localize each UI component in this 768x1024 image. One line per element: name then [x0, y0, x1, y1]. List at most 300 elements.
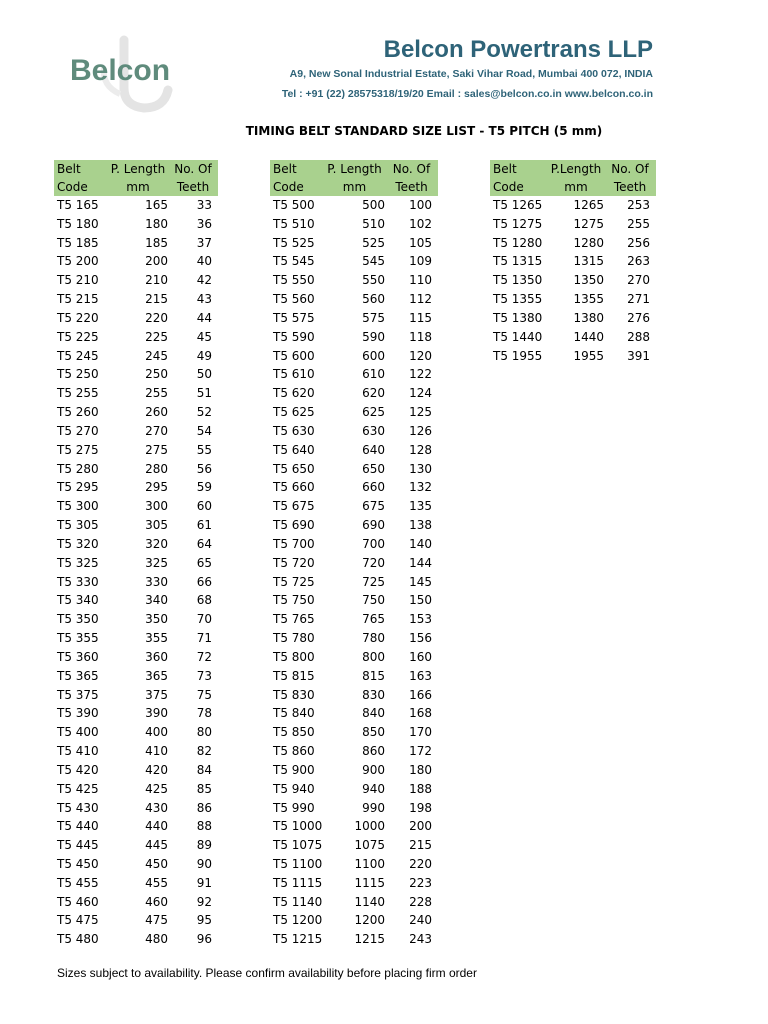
teeth-count: 220	[409, 856, 432, 871]
pitch-length: 600	[362, 348, 385, 363]
belt-code: T5 1100	[273, 856, 323, 871]
table-row	[490, 252, 656, 271]
pitch-length: 750	[362, 593, 385, 608]
table-row	[54, 930, 218, 949]
teeth-count: 128	[409, 442, 432, 457]
table-row	[54, 799, 218, 818]
teeth-count: 85	[196, 781, 212, 796]
teeth-count: 215	[409, 838, 432, 853]
pitch-length: 455	[145, 875, 168, 890]
belt-code: T5 245	[57, 348, 99, 363]
column-header: No. Of	[392, 162, 431, 176]
table-row	[54, 836, 218, 855]
pitch-length: 270	[145, 423, 168, 438]
belt-code: T5 390	[57, 706, 99, 721]
column-header: Teeth	[395, 180, 428, 194]
belt-code: T5 180	[57, 216, 99, 231]
belt-code: T5 250	[57, 367, 99, 382]
table-row	[270, 234, 438, 253]
teeth-count: 255	[627, 216, 650, 231]
column-header: Belt	[57, 162, 81, 176]
belt-code: T5 545	[273, 254, 315, 269]
pitch-length: 1000	[354, 819, 385, 834]
table-row	[270, 723, 438, 742]
belt-code: T5 450	[57, 856, 99, 871]
table-row	[490, 271, 656, 290]
column-header: mm	[342, 180, 367, 194]
belt-code: T5 200	[57, 254, 99, 269]
pitch-length: 1200	[354, 913, 385, 928]
pitch-length: 1280	[573, 235, 604, 250]
table-row	[54, 761, 218, 780]
belt-code: T5 1000	[273, 819, 323, 834]
belt-code: T5 340	[57, 593, 99, 608]
table-header	[490, 160, 656, 196]
teeth-count: 270	[627, 273, 650, 288]
pitch-length: 675	[362, 499, 385, 514]
belt-code: T5 550	[273, 273, 315, 288]
table-header	[270, 160, 438, 196]
belt-code: T5 765	[273, 612, 315, 627]
column-header: Belt	[493, 162, 517, 176]
pitch-length: 1140	[354, 894, 385, 909]
belt-code: T5 610	[273, 367, 315, 382]
belt-code: T5 280	[57, 461, 99, 476]
belt-code: T5 900	[273, 762, 315, 777]
pitch-length: 640	[362, 442, 385, 457]
table-row	[270, 309, 438, 328]
pitch-length: 525	[362, 235, 385, 250]
belt-code: T5 1275	[493, 216, 543, 231]
belt-code: T5 1955	[493, 348, 543, 363]
table-row	[54, 497, 218, 516]
belt-code: T5 1380	[493, 310, 543, 325]
pitch-length: 355	[145, 631, 168, 646]
table-row	[270, 365, 438, 384]
pitch-length: 475	[145, 913, 168, 928]
column-header: Teeth	[613, 180, 647, 194]
table-row	[270, 252, 438, 271]
belt-code: T5 1215	[273, 932, 323, 947]
belt-code: T5 320	[57, 536, 99, 551]
pitch-length: 1355	[573, 292, 604, 307]
column-header: mm	[126, 180, 150, 194]
belt-code: T5 630	[273, 423, 315, 438]
table-row	[54, 573, 218, 592]
teeth-count: 78	[196, 706, 212, 721]
column-header: P.Length	[550, 162, 602, 176]
teeth-count: 153	[409, 612, 432, 627]
teeth-count: 95	[196, 913, 212, 928]
belt-code: T5 1355	[493, 292, 543, 307]
pitch-length: 275	[145, 442, 168, 457]
table-row	[490, 328, 656, 347]
table-row	[270, 761, 438, 780]
belt-code: T5 990	[273, 800, 315, 815]
belt-code: T5 675	[273, 499, 315, 514]
pitch-length: 840	[362, 706, 385, 721]
teeth-count: 130	[409, 461, 432, 476]
pitch-length: 180	[145, 216, 168, 231]
column-header: No. Of	[611, 162, 649, 176]
table-row	[54, 234, 218, 253]
belcon-logo	[64, 28, 196, 118]
teeth-count: 156	[409, 631, 432, 646]
teeth-count: 125	[409, 405, 432, 420]
teeth-count: 110	[409, 273, 432, 288]
teeth-count: 82	[196, 744, 212, 759]
table-row	[490, 234, 656, 253]
teeth-count: 150	[409, 593, 432, 608]
table-row	[270, 478, 438, 497]
pitch-length: 210	[145, 273, 168, 288]
pitch-length: 1215	[354, 932, 385, 947]
belt-code: T5 510	[273, 216, 315, 231]
pitch-length: 1265	[573, 198, 604, 212]
table-row	[270, 686, 438, 705]
column-header: Code	[57, 180, 88, 194]
belt-code: T5 1350	[493, 273, 543, 288]
table-row	[54, 309, 218, 328]
pitch-length: 245	[145, 348, 168, 363]
teeth-count: 75	[196, 687, 212, 702]
table-row	[54, 196, 218, 215]
teeth-count: 88	[196, 819, 212, 834]
teeth-count: 105	[409, 235, 432, 250]
pitch-length: 545	[362, 254, 385, 269]
company-address: A9, New Sonal Industrial Estate, Saki Vihar Road, Mumbai 400 072, INDIA	[289, 68, 653, 80]
pitch-length: 690	[362, 518, 385, 533]
teeth-count: 54	[196, 423, 212, 438]
pitch-length: 300	[145, 499, 168, 514]
pitch-length: 260	[145, 405, 168, 420]
table-row	[54, 591, 218, 610]
pitch-length: 480	[145, 932, 168, 947]
teeth-count: 45	[196, 329, 212, 344]
belt-code: T5 815	[273, 668, 315, 683]
pitch-length: 620	[362, 386, 385, 401]
table-row	[270, 497, 438, 516]
pitch-length: 375	[145, 687, 168, 702]
table-row	[270, 629, 438, 648]
teeth-count: 166	[409, 687, 432, 702]
belt-code: T5 300	[57, 499, 99, 514]
table-row	[270, 516, 438, 535]
table-row	[54, 554, 218, 573]
teeth-count: 170	[409, 725, 432, 740]
pitch-length: 500	[362, 198, 385, 212]
teeth-count: 80	[196, 725, 212, 740]
teeth-count: 256	[627, 235, 650, 250]
teeth-count: 223	[409, 875, 432, 890]
pitch-length: 815	[362, 668, 385, 683]
table-row	[54, 648, 218, 667]
teeth-count: 180	[409, 762, 432, 777]
pitch-length: 720	[362, 555, 385, 570]
belt-code: T5 690	[273, 518, 315, 533]
belt-code: T5 355	[57, 631, 99, 646]
document-title: TIMING BELT STANDARD SIZE LIST - T5 PITCH (5 mm)	[245, 124, 603, 138]
teeth-count: 135	[409, 499, 432, 514]
teeth-count: 126	[409, 423, 432, 438]
teeth-count: 144	[409, 555, 432, 570]
belt-code: T5 525	[273, 235, 315, 250]
table-row	[54, 290, 218, 309]
pitch-length: 1100	[354, 856, 385, 871]
pitch-length: 1955	[573, 348, 604, 363]
teeth-count: 102	[409, 216, 432, 231]
pitch-length: 280	[145, 461, 168, 476]
table-row	[54, 215, 218, 234]
table-row	[270, 347, 438, 366]
pitch-length: 610	[362, 367, 385, 382]
belt-code: T5 940	[273, 781, 315, 796]
column-header: Code	[493, 180, 524, 194]
belt-code: T5 215	[57, 292, 99, 307]
belt-code: T5 625	[273, 405, 315, 420]
belt-code: T5 830	[273, 687, 315, 702]
pitch-length: 660	[362, 480, 385, 495]
belt-code: T5 590	[273, 329, 315, 344]
pitch-length: 800	[362, 649, 385, 664]
teeth-count: 40	[196, 254, 212, 269]
pitch-length: 350	[145, 612, 168, 627]
teeth-count: 172	[409, 744, 432, 759]
logo-text: Belcon	[70, 54, 171, 87]
belt-code: T5 425	[57, 781, 99, 796]
pitch-length: 700	[362, 536, 385, 551]
teeth-count: 33	[196, 198, 212, 212]
table-row	[54, 742, 218, 761]
belt-code: T5 1265	[493, 198, 543, 212]
teeth-count: 163	[409, 668, 432, 683]
belt-code: T5 1115	[273, 875, 323, 890]
belt-code: T5 445	[57, 838, 99, 853]
teeth-count: 198	[409, 800, 432, 815]
size-table-1	[54, 160, 218, 949]
belt-code: T5 270	[57, 423, 99, 438]
table-row	[270, 648, 438, 667]
pitch-length: 550	[362, 273, 385, 288]
table-row	[270, 403, 438, 422]
pitch-length: 630	[362, 423, 385, 438]
table-row	[270, 384, 438, 403]
belt-code: T5 620	[273, 386, 315, 401]
pitch-length: 560	[362, 292, 385, 307]
company-name: Belcon Powertrans LLP	[383, 36, 653, 63]
teeth-count: 240	[409, 913, 432, 928]
pitch-length: 450	[145, 856, 168, 871]
pitch-length: 305	[145, 518, 168, 533]
belt-code: T5 165	[57, 198, 99, 212]
belt-code: T5 500	[273, 198, 315, 212]
table-row	[54, 855, 218, 874]
table-row	[270, 215, 438, 234]
table-row	[490, 347, 656, 366]
teeth-count: 66	[196, 574, 212, 589]
table-row	[54, 817, 218, 836]
teeth-count: 276	[627, 310, 650, 325]
belt-code: T5 725	[273, 574, 315, 589]
table-row	[54, 686, 218, 705]
pitch-length: 420	[145, 762, 168, 777]
size-table-2	[270, 160, 438, 949]
belt-code: T5 455	[57, 875, 99, 890]
belt-code: T5 600	[273, 348, 315, 363]
table-row	[54, 911, 218, 930]
belt-code: T5 225	[57, 329, 99, 344]
teeth-count: 36	[196, 216, 212, 231]
belt-code: T5 410	[57, 744, 99, 759]
table-row	[270, 573, 438, 592]
teeth-count: 60	[196, 499, 212, 514]
teeth-count: 132	[409, 480, 432, 495]
belt-code: T5 305	[57, 518, 99, 533]
teeth-count: 68	[196, 593, 212, 608]
teeth-count: 100	[409, 198, 432, 212]
table-row	[270, 704, 438, 723]
belt-code: T5 400	[57, 725, 99, 740]
pitch-length: 575	[362, 310, 385, 325]
pitch-length: 325	[145, 555, 168, 570]
belt-code: T5 260	[57, 405, 99, 420]
pitch-length: 1350	[573, 273, 604, 288]
teeth-count: 59	[196, 480, 212, 495]
table-row	[270, 780, 438, 799]
teeth-count: 271	[627, 292, 650, 307]
table-row	[270, 855, 438, 874]
teeth-count: 56	[196, 461, 212, 476]
belt-code: T5 700	[273, 536, 315, 551]
teeth-count: 120	[409, 348, 432, 363]
table-row	[54, 271, 218, 290]
belt-code: T5 560	[273, 292, 315, 307]
teeth-count: 43	[196, 292, 212, 307]
pitch-length: 850	[362, 725, 385, 740]
pitch-length: 255	[145, 386, 168, 401]
teeth-count: 86	[196, 800, 212, 815]
belt-code: T5 720	[273, 555, 315, 570]
pitch-length: 940	[362, 781, 385, 796]
belt-code: T5 860	[273, 744, 315, 759]
teeth-count: 168	[409, 706, 432, 721]
pitch-length: 425	[145, 781, 168, 796]
column-header: Belt	[273, 162, 297, 176]
pitch-length: 185	[145, 235, 168, 250]
table-row	[54, 780, 218, 799]
pitch-length: 365	[145, 668, 168, 683]
pitch-length: 410	[145, 744, 168, 759]
teeth-count: 71	[196, 631, 212, 646]
pitch-length: 650	[362, 461, 385, 476]
teeth-count: 138	[409, 518, 432, 533]
belt-code: T5 1140	[273, 894, 323, 909]
teeth-count: 118	[409, 329, 432, 344]
table-row	[270, 271, 438, 290]
teeth-count: 64	[196, 536, 212, 551]
company-contact: Tel : +91 (22) 28575318/19/20 Email : sales@belcon.co.in www.belcon.co.in	[281, 88, 653, 100]
table-row	[490, 196, 656, 215]
belt-code: T5 430	[57, 800, 99, 815]
belt-code: T5 800	[273, 649, 315, 664]
belt-code: T5 640	[273, 442, 315, 457]
pitch-length: 1275	[573, 216, 604, 231]
teeth-count: 61	[196, 518, 212, 533]
teeth-count: 115	[409, 310, 432, 325]
teeth-count: 109	[409, 254, 432, 269]
teeth-count: 243	[409, 932, 432, 947]
belt-code: T5 1280	[493, 235, 543, 250]
table-row	[54, 422, 218, 441]
table-row	[270, 328, 438, 347]
pitch-length: 250	[145, 367, 168, 382]
pitch-length: 900	[362, 762, 385, 777]
belt-code: T5 375	[57, 687, 99, 702]
belt-code: T5 660	[273, 480, 315, 495]
belt-code: T5 1075	[273, 838, 323, 853]
table-row	[54, 328, 218, 347]
pitch-length: 1380	[573, 310, 604, 325]
teeth-count: 73	[196, 668, 212, 683]
table-row	[54, 535, 218, 554]
teeth-count: 263	[627, 254, 650, 269]
table-row	[54, 704, 218, 723]
teeth-count: 84	[196, 762, 212, 777]
pitch-length: 765	[362, 612, 385, 627]
pitch-length: 330	[145, 574, 168, 589]
pitch-length: 440	[145, 819, 168, 834]
pitch-length: 460	[145, 894, 168, 909]
table-row	[270, 911, 438, 930]
pitch-length: 390	[145, 706, 168, 721]
table-row	[270, 554, 438, 573]
teeth-count: 288	[627, 329, 650, 344]
teeth-count: 145	[409, 574, 432, 589]
belt-code: T5 330	[57, 574, 99, 589]
teeth-count: 55	[196, 442, 212, 457]
teeth-count: 37	[196, 235, 212, 250]
table-row	[270, 610, 438, 629]
pitch-length: 445	[145, 838, 168, 853]
belt-code: T5 275	[57, 442, 99, 457]
pitch-length: 1115	[354, 875, 385, 890]
pitch-length: 340	[145, 593, 168, 608]
pitch-length: 400	[145, 725, 168, 740]
teeth-count: 91	[196, 875, 212, 890]
table-row	[54, 516, 218, 535]
pitch-length: 295	[145, 480, 168, 495]
pitch-length: 780	[362, 631, 385, 646]
teeth-count: 50	[196, 367, 212, 382]
pitch-length: 200	[145, 254, 168, 269]
table-row	[54, 365, 218, 384]
table-row	[490, 215, 656, 234]
table-row	[54, 441, 218, 460]
pitch-length: 360	[145, 649, 168, 664]
teeth-count: 42	[196, 273, 212, 288]
belt-code: T5 420	[57, 762, 99, 777]
table-row	[270, 799, 438, 818]
pitch-length: 430	[145, 800, 168, 815]
teeth-count: 122	[409, 367, 432, 382]
teeth-count: 92	[196, 894, 212, 909]
pitch-length: 625	[362, 405, 385, 420]
belt-code: T5 365	[57, 668, 99, 683]
pitch-length: 320	[145, 536, 168, 551]
column-header: Code	[273, 180, 304, 194]
belt-code: T5 575	[273, 310, 315, 325]
table-row	[54, 629, 218, 648]
